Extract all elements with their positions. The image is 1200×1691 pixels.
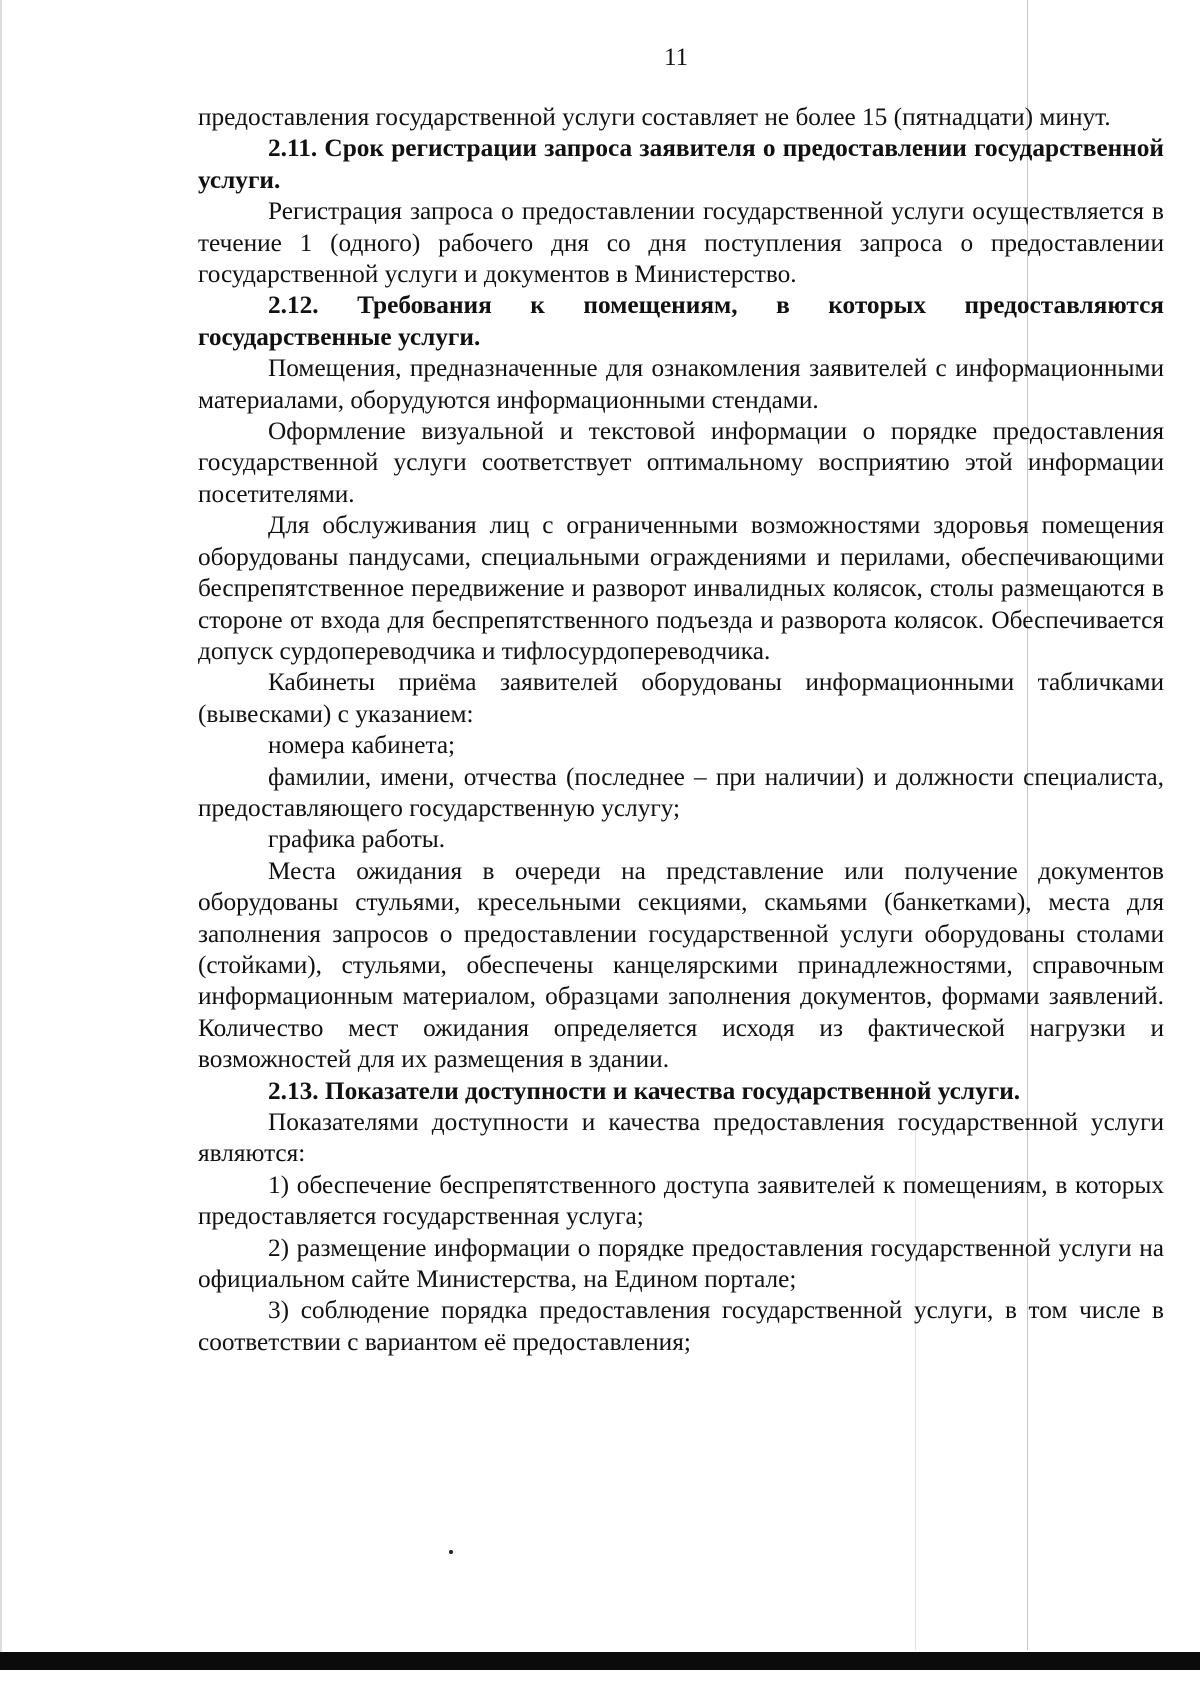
- scan-left-edge: [0, 0, 2, 1652]
- list-item: 3) соблюдение порядка предоставления государственной услуги, в том числе в соответствии с вариантом её предоставления;: [198, 1296, 1164, 1356]
- scan-bottom-border: [0, 1652, 1200, 1670]
- page-number: 11: [664, 44, 689, 71]
- list-item: графика работы.: [268, 825, 446, 854]
- list-item: 1) обеспечение беспрепятственного доступа заявителей к помещениям, в которых предоставляется государственная услуга;: [198, 1170, 1164, 1231]
- section-heading-2-11: 2.11. Срок регистрации запроса заявителя о предоставлении государственной услуги.: [198, 134, 1164, 194]
- paragraph: Для обслуживания лиц с ограниченными возможностями здоровья помещения оборудованы пандусами, специальными ограждениями и перилами, обеспечивающими беспрепятственное передвижение и разворот инвалидных колясок, столы размещаются в стороне от входа для беспрепятственного подъезда и разворота колясок. Обеспечивается допуск сурдопереводчика и тифлосурдопереводчика.: [198, 511, 1164, 665]
- section-heading-2-13: 2.13. Показатели доступности и качества государственной услуги.: [268, 1076, 1021, 1105]
- scan-bottom-margin: [0, 1670, 1200, 1691]
- document-body: [198, 102, 1164, 1358]
- section-heading-2-12: 2.12. Требования к помещениям, в которых предоставляются государственные услуги.: [198, 291, 1164, 351]
- list-item: фамилии, имени, отчества (последнее – при наличии) и должности специалиста, предоставляющего государственную услугу;: [198, 762, 1164, 822]
- paragraph: Места ожидания в очереди на представление или получение документов оборудованы стульями, кресельными секциями, скамьями (банкетками), места для заполнения запросов о предоставлении государственной услуги оборудованы столами (стойками), стульями, обеспечены канцелярскими принадлежностями, справочным информационным материалом, образцами заполнения документов, формами заявлений. Количество мест ожидания определяется исходя из фактической нагрузки и возможностей для их размещения в здании.: [198, 856, 1164, 1074]
- list-item: номера кабинета;: [268, 731, 456, 760]
- paragraph: Оформление визуальной и текстовой информации о порядке предоставления государственной услуги соответствует оптимальному восприятию этой информации посетителями.: [198, 417, 1164, 508]
- paragraph: Показателями доступности и качества предоставления государственной услуги являются:: [198, 1108, 1164, 1168]
- paragraph: Регистрация запроса о предоставлении государственной услуги осуществляется в течение 1 (одного) рабочего дня со дня поступления запроса о предоставлении государственной услуги и документов в Министерство.: [198, 197, 1164, 289]
- scan-speck: [449, 1550, 453, 1554]
- list-item: 2) размещение информации о порядке предоставления государственной услуги на официальном сайте Министерства, на Едином портале;: [198, 1233, 1164, 1294]
- paragraph: Кабинеты приёма заявителей оборудованы информационными табличками (вывесками) с указанием:: [198, 668, 1164, 728]
- paragraph: Помещения, предназначенные для ознакомления заявителей с информационными материалами, оборудуются информационными стендами.: [198, 354, 1164, 414]
- paragraph: предоставления государственной услуги составляет не более 15 (пятнадцати) минут.: [198, 103, 1111, 131]
